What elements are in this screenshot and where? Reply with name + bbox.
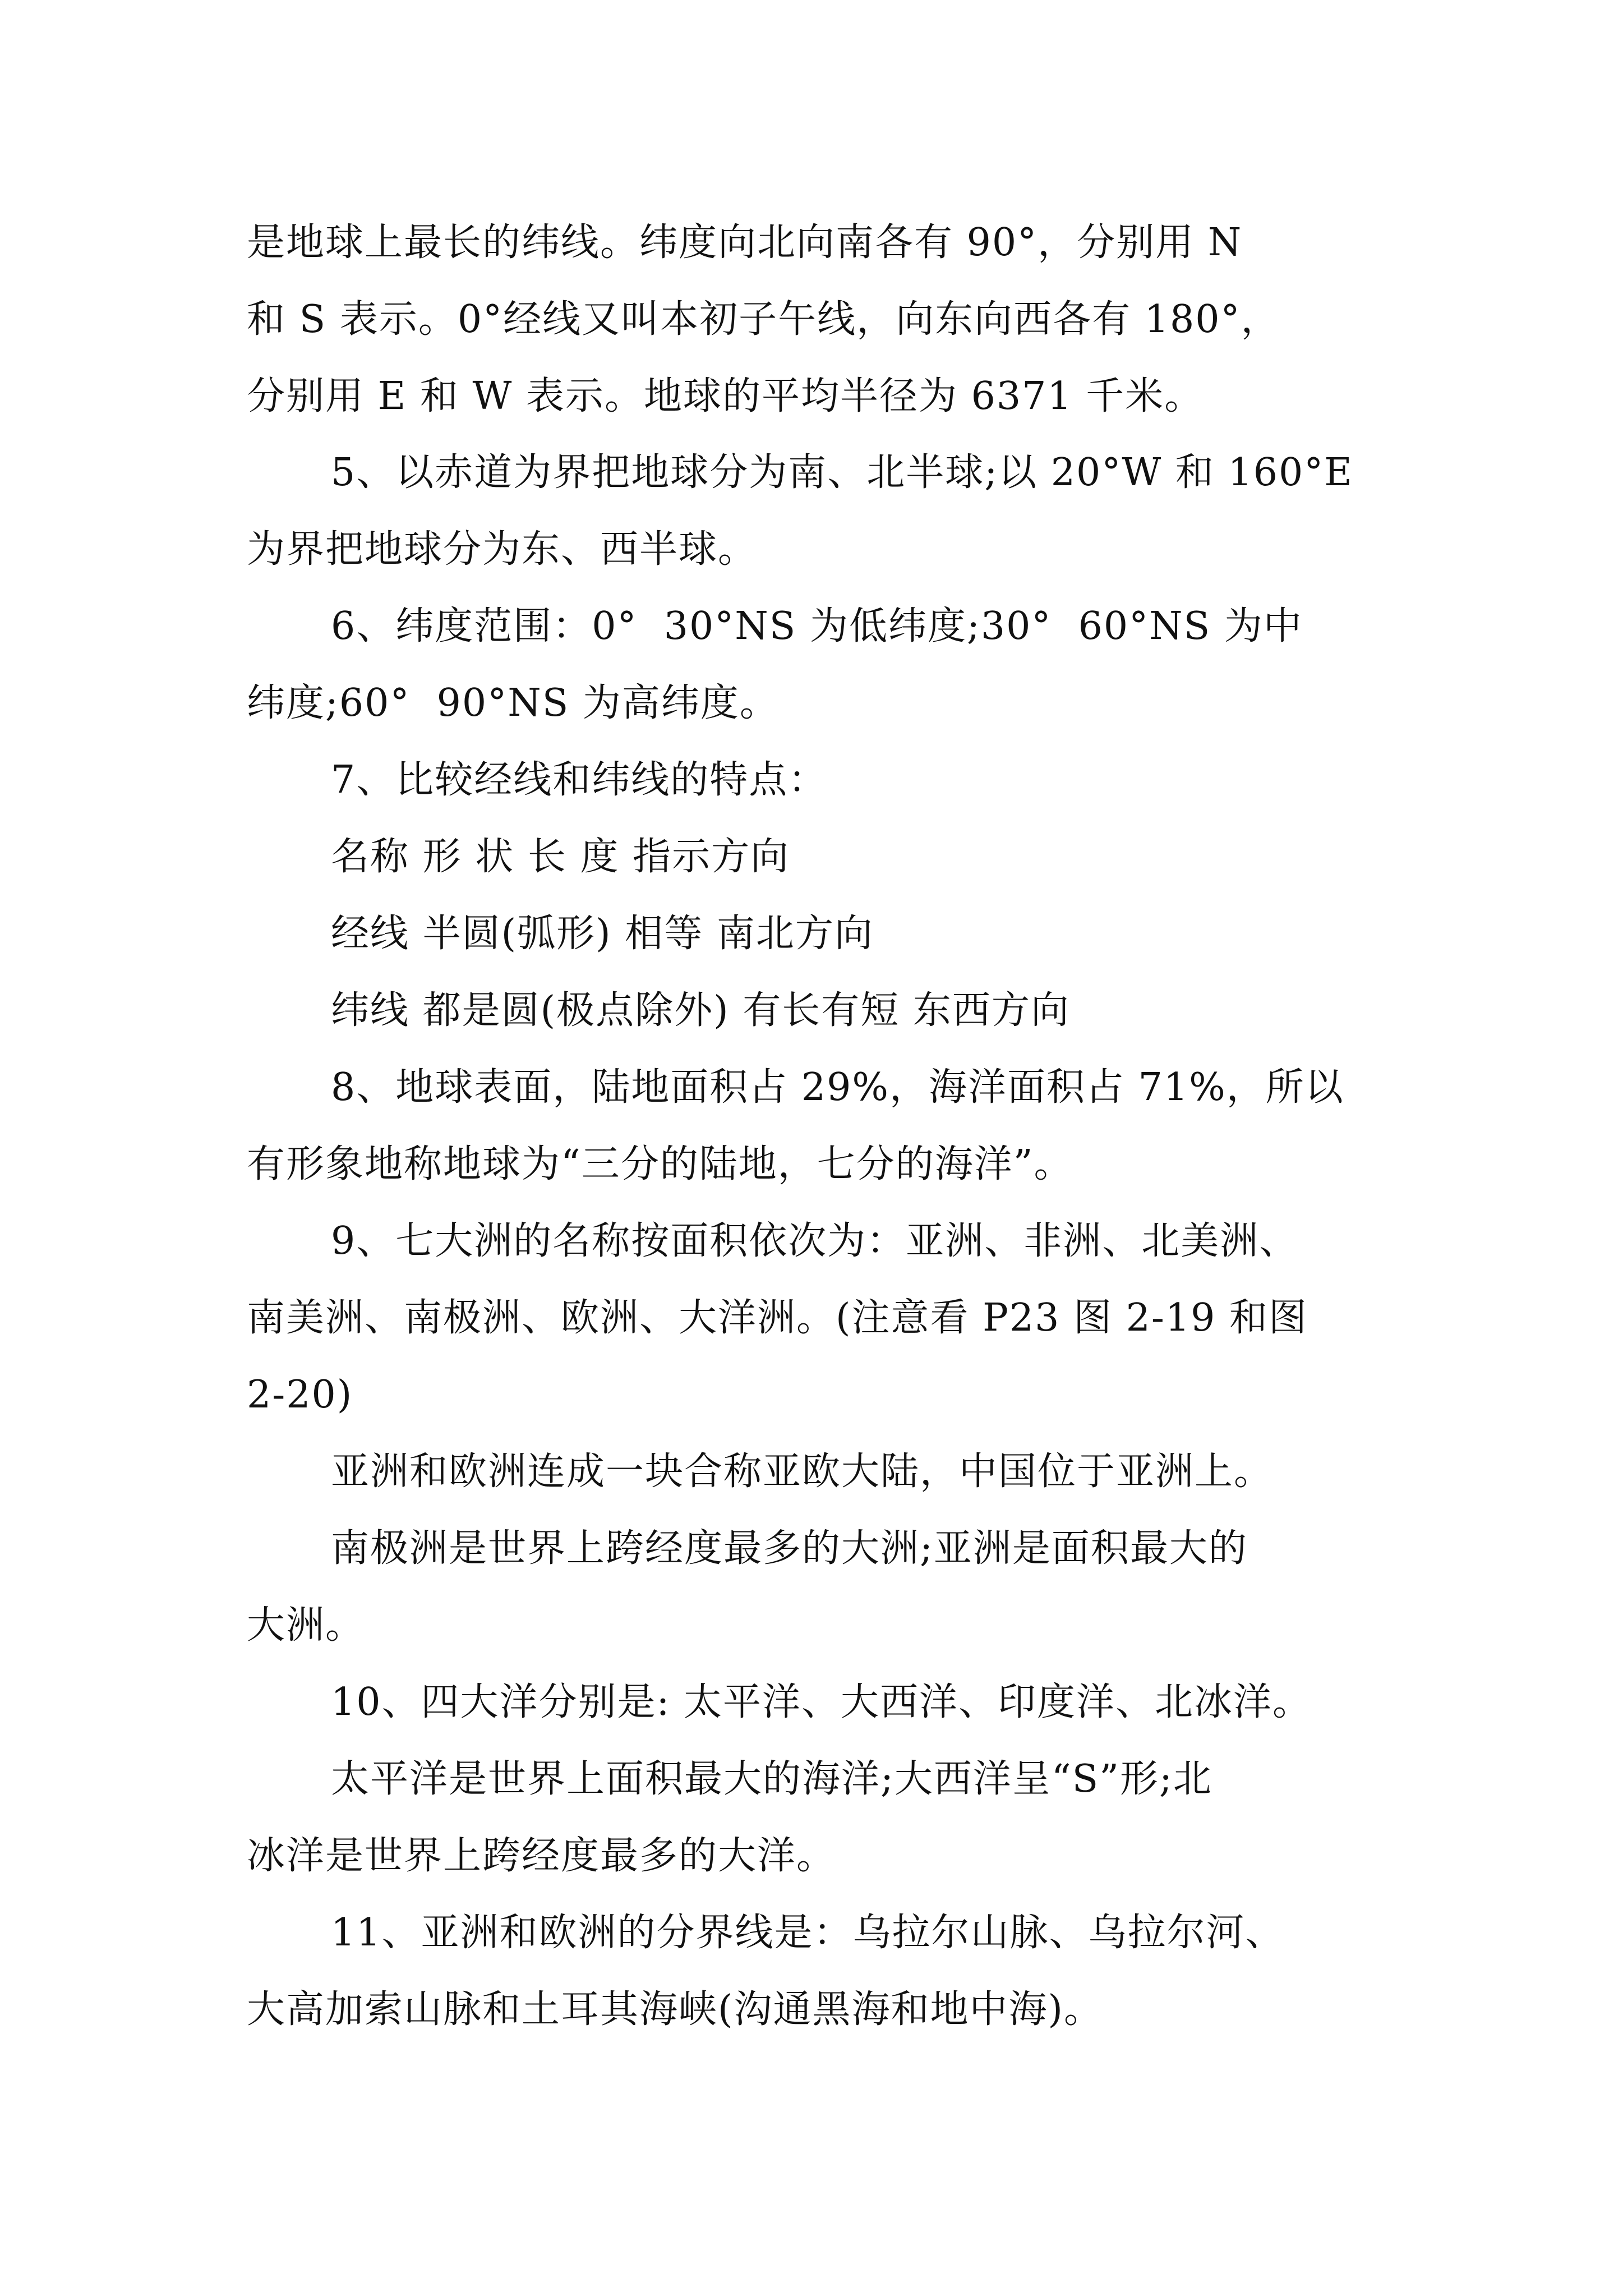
text-line-12: 8、地球表面，陆地面积占 29%，海洋面积占 71%，所以	[331, 1065, 1344, 1110]
text-line-4: 5、以赤道为界把地球分为南、北半球;以 20°W 和 160°E	[331, 450, 1353, 495]
text-line-2: 和 S 表示。0°经线又叫本初子午线，向东向西各有 180°，	[247, 297, 1280, 342]
text-line-3: 分别用 E 和 W 表示。地球的平均半径为 6371 千米。	[247, 374, 1204, 418]
text-line-15: 南美洲、南极洲、欧洲、大洋洲。(注意看 P23 图 2-19 和图	[247, 1296, 1308, 1340]
text-line-6: 6、纬度范围：0° 30°NS 为低纬度;30° 60°NS 为中	[331, 604, 1303, 648]
text-line-5: 为界把地球分为东、西半球。	[247, 527, 758, 572]
text-line-22: 冰洋是世界上跨经度最多的大洋。	[247, 1834, 836, 1878]
text-line-10: 经线 半圆(弧形) 相等 南北方向	[331, 912, 874, 956]
text-line-7: 纬度;60° 90°NS 为高纬度。	[247, 681, 779, 725]
text-line-17: 亚洲和欧洲连成一块合称亚欧大陆，中国位于亚洲上。	[331, 1450, 1274, 1494]
text-line-24: 大高加索山脉和土耳其海峡(沟通黑海和地中海)。	[247, 1987, 1104, 2032]
text-line-13: 有形象地称地球为“三分的陆地，七分的海洋”。	[247, 1142, 1073, 1186]
text-line-11: 纬线 都是圆(极点除外) 有长有短 东西方向	[331, 988, 1070, 1033]
text-line-9: 名称 形 状 长 度 指示方向	[331, 835, 790, 879]
text-line-19: 大洲。	[247, 1603, 365, 1648]
text-line-8: 7、比较经线和纬线的特点：	[331, 758, 828, 802]
text-line-18: 南极洲是世界上跨经度最多的大洲;亚洲是面积最大的	[331, 1526, 1248, 1571]
text-line-16: 2-20)	[247, 1373, 353, 1417]
text-line-20: 10、四大洋分别是: 太平洋、大西洋、印度洋、北冰洋。	[331, 1680, 1312, 1724]
text-line-23: 11、亚洲和欧洲的分界线是：乌拉尔山脉、乌拉尔河、	[331, 1911, 1285, 1955]
text-line-14: 9、七大洲的名称按面积依次为：亚洲、非洲、北美洲、	[331, 1219, 1299, 1263]
text-line-21: 太平洋是世界上面积最大的海洋;大西洋呈“S”形;北	[331, 1757, 1212, 1801]
text-line-1: 是地球上最长的纬线。纬度向北向南各有 90°，分别用 N	[247, 220, 1243, 265]
